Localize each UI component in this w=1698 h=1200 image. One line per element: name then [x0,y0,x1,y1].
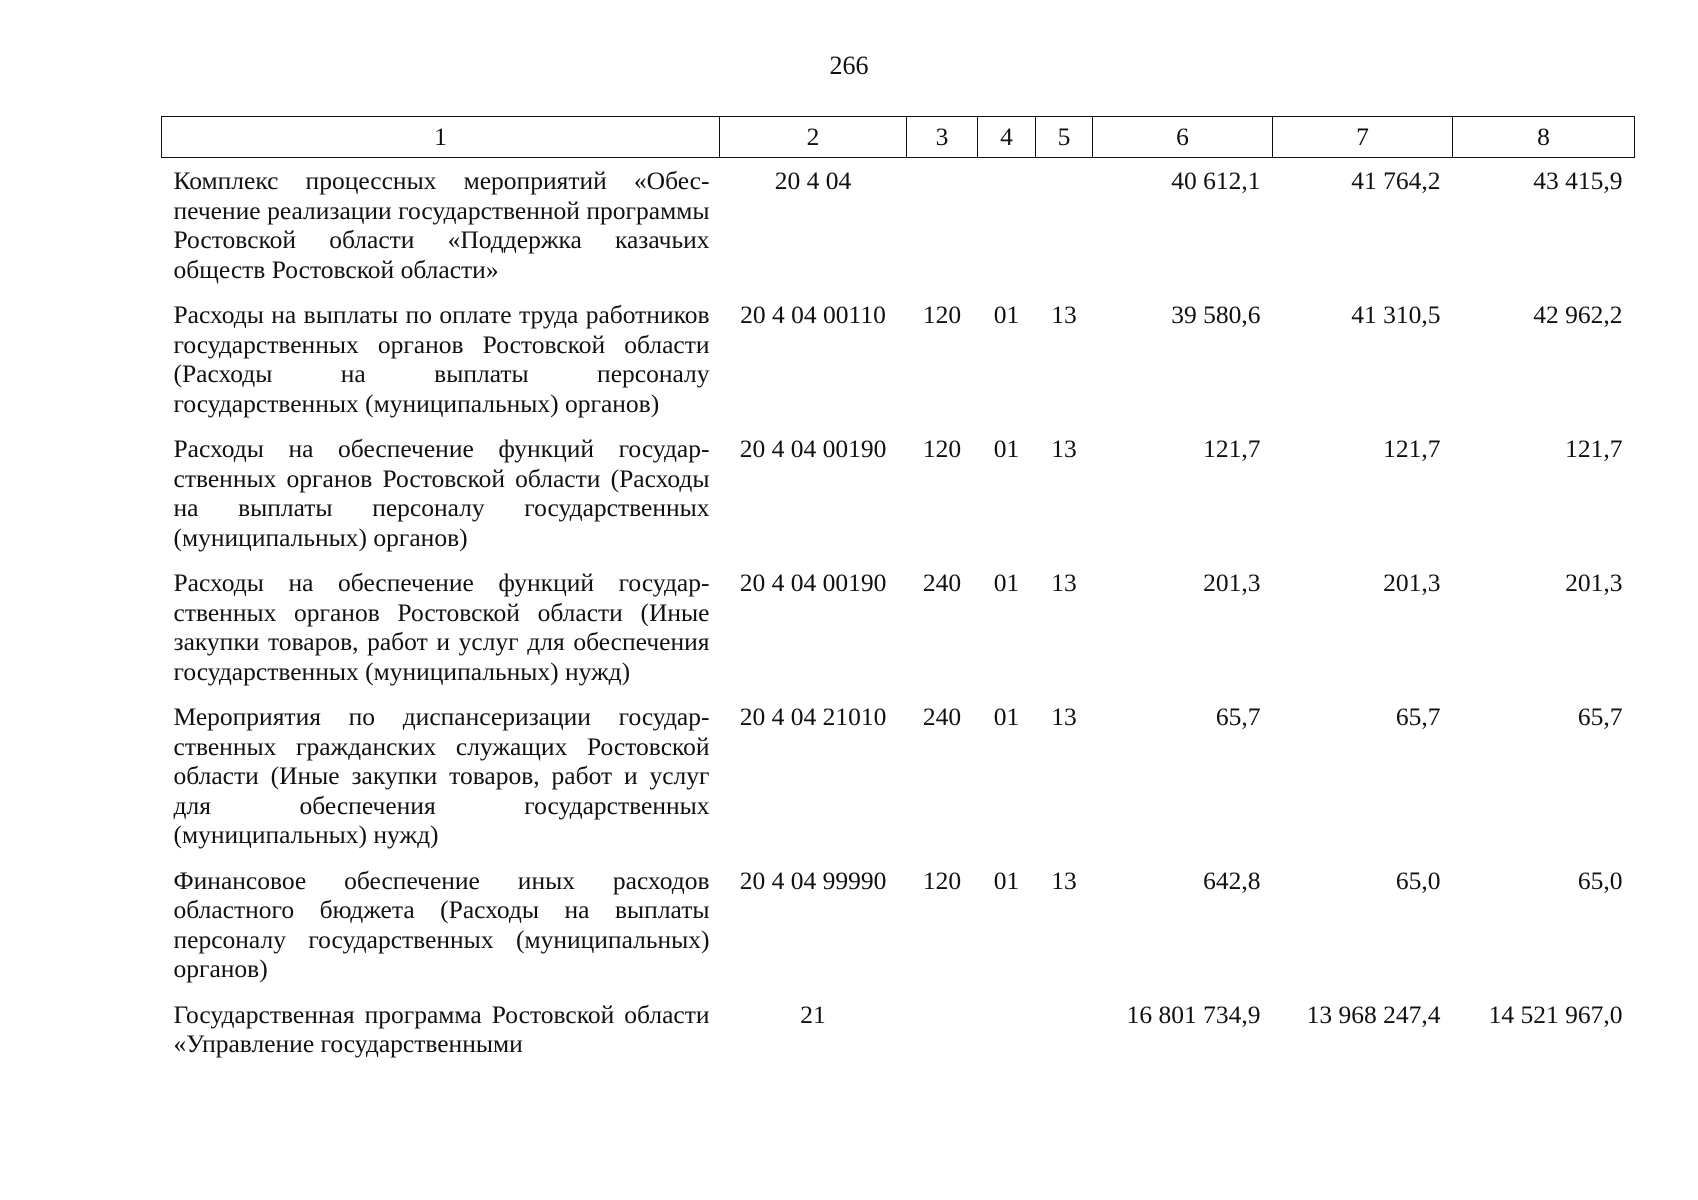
header-col-5: 5 [1036,117,1093,158]
row-name: Расходы на обеспечение функций государственных органов Ростовской области (Расходы на выплаты персоналу государственных (муниципальных) органов) [173,434,710,552]
row-expense-type [907,992,978,1067]
row-name: Комплекс процессных мероприятий «Обеспечение реализации государственной программы Ростовской области «Поддержка казачьих обществ Ростовской области» [173,166,710,284]
row-amount-col7: 65,0 [1395,865,1441,895]
row-target-article: 20 4 04 00190 [739,434,887,463]
row-subsection [1036,158,1093,293]
row-amount-col7: 41 310,5 [1351,300,1441,329]
row-section: 01 [993,865,1020,895]
row-expense-type: 240 [922,568,962,597]
row-amount-col8: 201,3 [1565,568,1623,597]
row-section [978,992,1036,1067]
table-row [162,694,1635,858]
table-row [162,858,1635,992]
row-subsection: 13 [1051,434,1077,463]
row-name: Государственная программа Ростовской области «Управление государственными [173,999,710,1058]
row-amount-col7: 121,7 [1383,434,1441,463]
row-name: Расходы на обеспечение функций государственных органов Ростовской области (Иные закупки товаров, работ и услуг для обеспечения государственных (муниципальных) нужд) [173,568,710,686]
row-amount-col8: 65,7 [1577,702,1623,731]
page-number: 266 [829,51,869,80]
row-amount-col8: 43 415,9 [1533,166,1623,195]
table-row [162,292,1635,426]
row-section: 01 [993,702,1020,731]
row-expense-type: 240 [922,702,962,731]
row-name: Финансовое обеспечение иных расходов областного бюджета (Расходы на выплаты персоналу государственных (муниципальных) органов) [173,865,710,983]
row-amount-col6: 65,7 [1215,702,1261,731]
row-target-article: 20 4 04 00110 [740,300,886,329]
row-amount-col8: 65,0 [1577,865,1623,895]
row-expense-type: 120 [922,865,962,895]
row-section: 01 [993,300,1020,329]
header-row [162,117,1635,158]
budget-table [161,116,1635,1067]
row-amount-col6: 201,3 [1203,568,1261,597]
row-subsection: 13 [1051,865,1077,895]
table-row [162,158,1635,293]
row-subsection: 13 [1051,702,1077,731]
row-subsection: 13 [1051,300,1077,329]
row-amount-col6: 16 801 734,9 [1126,999,1261,1029]
row-amount-col8: 14 521 967,0 [1488,999,1623,1029]
row-amount-col7: 13 968 247,4 [1306,999,1441,1029]
row-subsection: 13 [1051,568,1077,597]
row-name: Расходы на выплаты по оплате труда работников государственных органов Ростовской области (Расходы на выплаты персоналу государственных (муниципальных) органов) [173,300,710,418]
table-row [162,560,1635,694]
row-amount-col6: 642,8 [1203,865,1261,895]
row-amount-col7: 201,3 [1383,568,1441,597]
row-target-article: 20 4 04 99990 [739,865,887,895]
row-expense-type: 120 [922,300,962,329]
row-target-article: 20 4 04 21010 [739,702,887,731]
row-subsection [1036,992,1093,1067]
row-section [978,158,1036,293]
row-amount-col6: 121,7 [1203,434,1261,463]
header-col-6: 6 [1093,117,1273,158]
table-header [162,117,1635,158]
row-amount-col8: 121,7 [1565,434,1623,463]
header-col-1: 1 [162,117,720,158]
row-target-article: 21 [800,999,826,1029]
row-expense-type: 120 [922,434,962,463]
row-amount-col6: 40 612,1 [1171,166,1261,195]
row-section: 01 [993,434,1020,463]
header-col-3: 3 [907,117,978,158]
header-col-4: 4 [978,117,1036,158]
table-row [162,426,1635,560]
row-amount-col6: 39 580,6 [1171,300,1261,329]
row-amount-col7: 65,7 [1395,702,1441,731]
header-col-8: 8 [1453,117,1635,158]
row-amount-col8: 42 962,2 [1533,300,1623,329]
table-row [162,992,1635,1067]
header-col-7: 7 [1273,117,1453,158]
row-target-article: 20 4 04 00190 [739,568,887,597]
row-target-article: 20 4 04 [774,166,852,195]
table-body [162,158,1635,1067]
header-col-2: 2 [720,117,907,158]
row-amount-col7: 41 764,2 [1351,166,1441,195]
row-expense-type [907,158,978,293]
row-name: Мероприятия по диспансеризации государственных гражданских служащих Ростовской области (Иные закупки товаров, работ и услуг для обеспечения государственных (муниципальных) нужд) [173,702,710,849]
row-section: 01 [993,568,1020,597]
